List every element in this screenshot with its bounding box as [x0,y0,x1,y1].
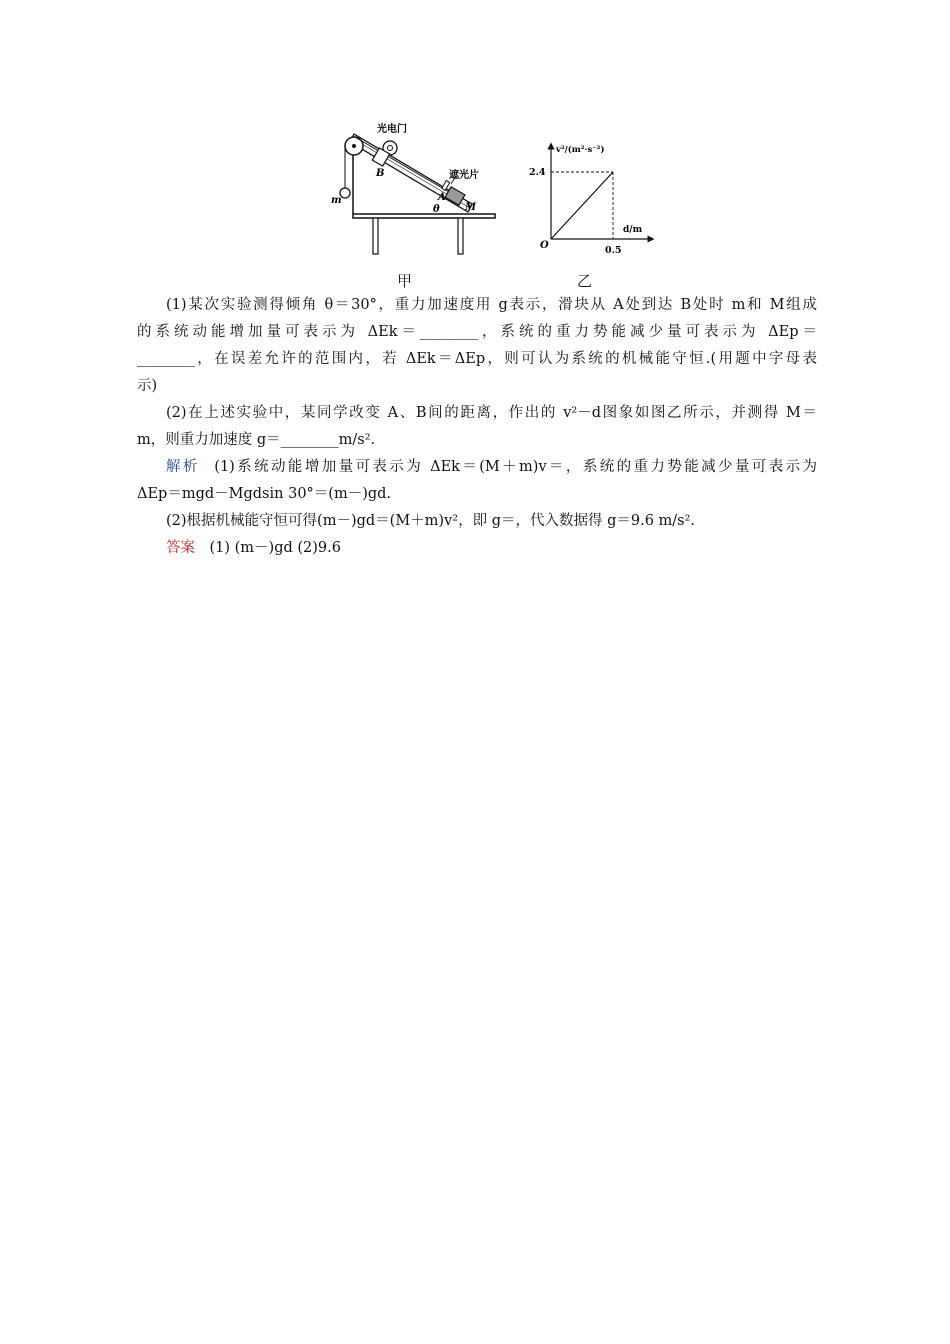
mass-m-label: m [331,195,342,206]
analysis-line1-text: (1)系统动能增加量可表示为 ΔEk＝(M＋m)v＝，系统的重力势能减少量可表示为 [214,459,817,475]
answer-line [137,535,817,562]
analysis-line1 [137,454,817,481]
point-a-label: A [438,192,446,203]
data-line [551,172,613,239]
analysis-line2: ΔEp＝mgd－Mgdsin 30°＝(m－)gd. [137,486,392,502]
figure-jia-caption: 甲 [397,272,413,290]
q1-line4: 示) [137,378,158,394]
apparatus-diagram [325,118,505,290]
mass-M-label: M [465,202,477,213]
q2-line1: (2)在上述实验中，某同学改变 A、B间的距离，作出的 v²－d图象如图乙所示，并测得 M＝ [166,405,817,421]
x-tick-label: 0.5 [605,245,622,256]
q2-line2: m，则重力加速度 g＝________m/s². [137,432,376,448]
y-axis-label: v²/(m²·s⁻²) [556,145,605,155]
x-axis-label: d/m [623,225,643,235]
q1-line1: (1)某次实验测得倾角 θ＝30°，重力加速度用 g表示，滑块从 A处到达 B处时 m和 M组成 [166,297,817,313]
photogate-label: 光电门 [377,124,407,135]
theta-label: θ [433,204,440,215]
figures-row [325,118,665,290]
origin-label: O [540,240,549,251]
analysis-label: 解析 [166,459,200,475]
q1-line3: ________，在误差允许的范围内，若 ΔEk＝ΔEp，则可认为系统的机械能守恒.(用题中字母表 [137,351,817,367]
answer-text: (1) (m－)gd (2)9.6 [209,540,341,556]
q1-line2: 的系统动能增加量可表示为 ΔEk＝________，系统的重力势能减少量可表示为 ΔEp＝ [137,324,817,340]
analysis-line3: (2)根据机械能守恒可得(m－)gd＝(M＋m)v²，即 g＝，代入数据得 g＝9.6 m/s². [166,513,696,529]
point-b-label: B [376,168,385,179]
answer-label: 答案 [166,540,195,556]
question-text [137,292,817,562]
y-tick-label: 2.4 [529,167,546,178]
v2-d-graph [523,140,658,260]
shade-label: 遮光片 [449,170,479,181]
figure-yi-caption: 乙 [577,272,593,290]
